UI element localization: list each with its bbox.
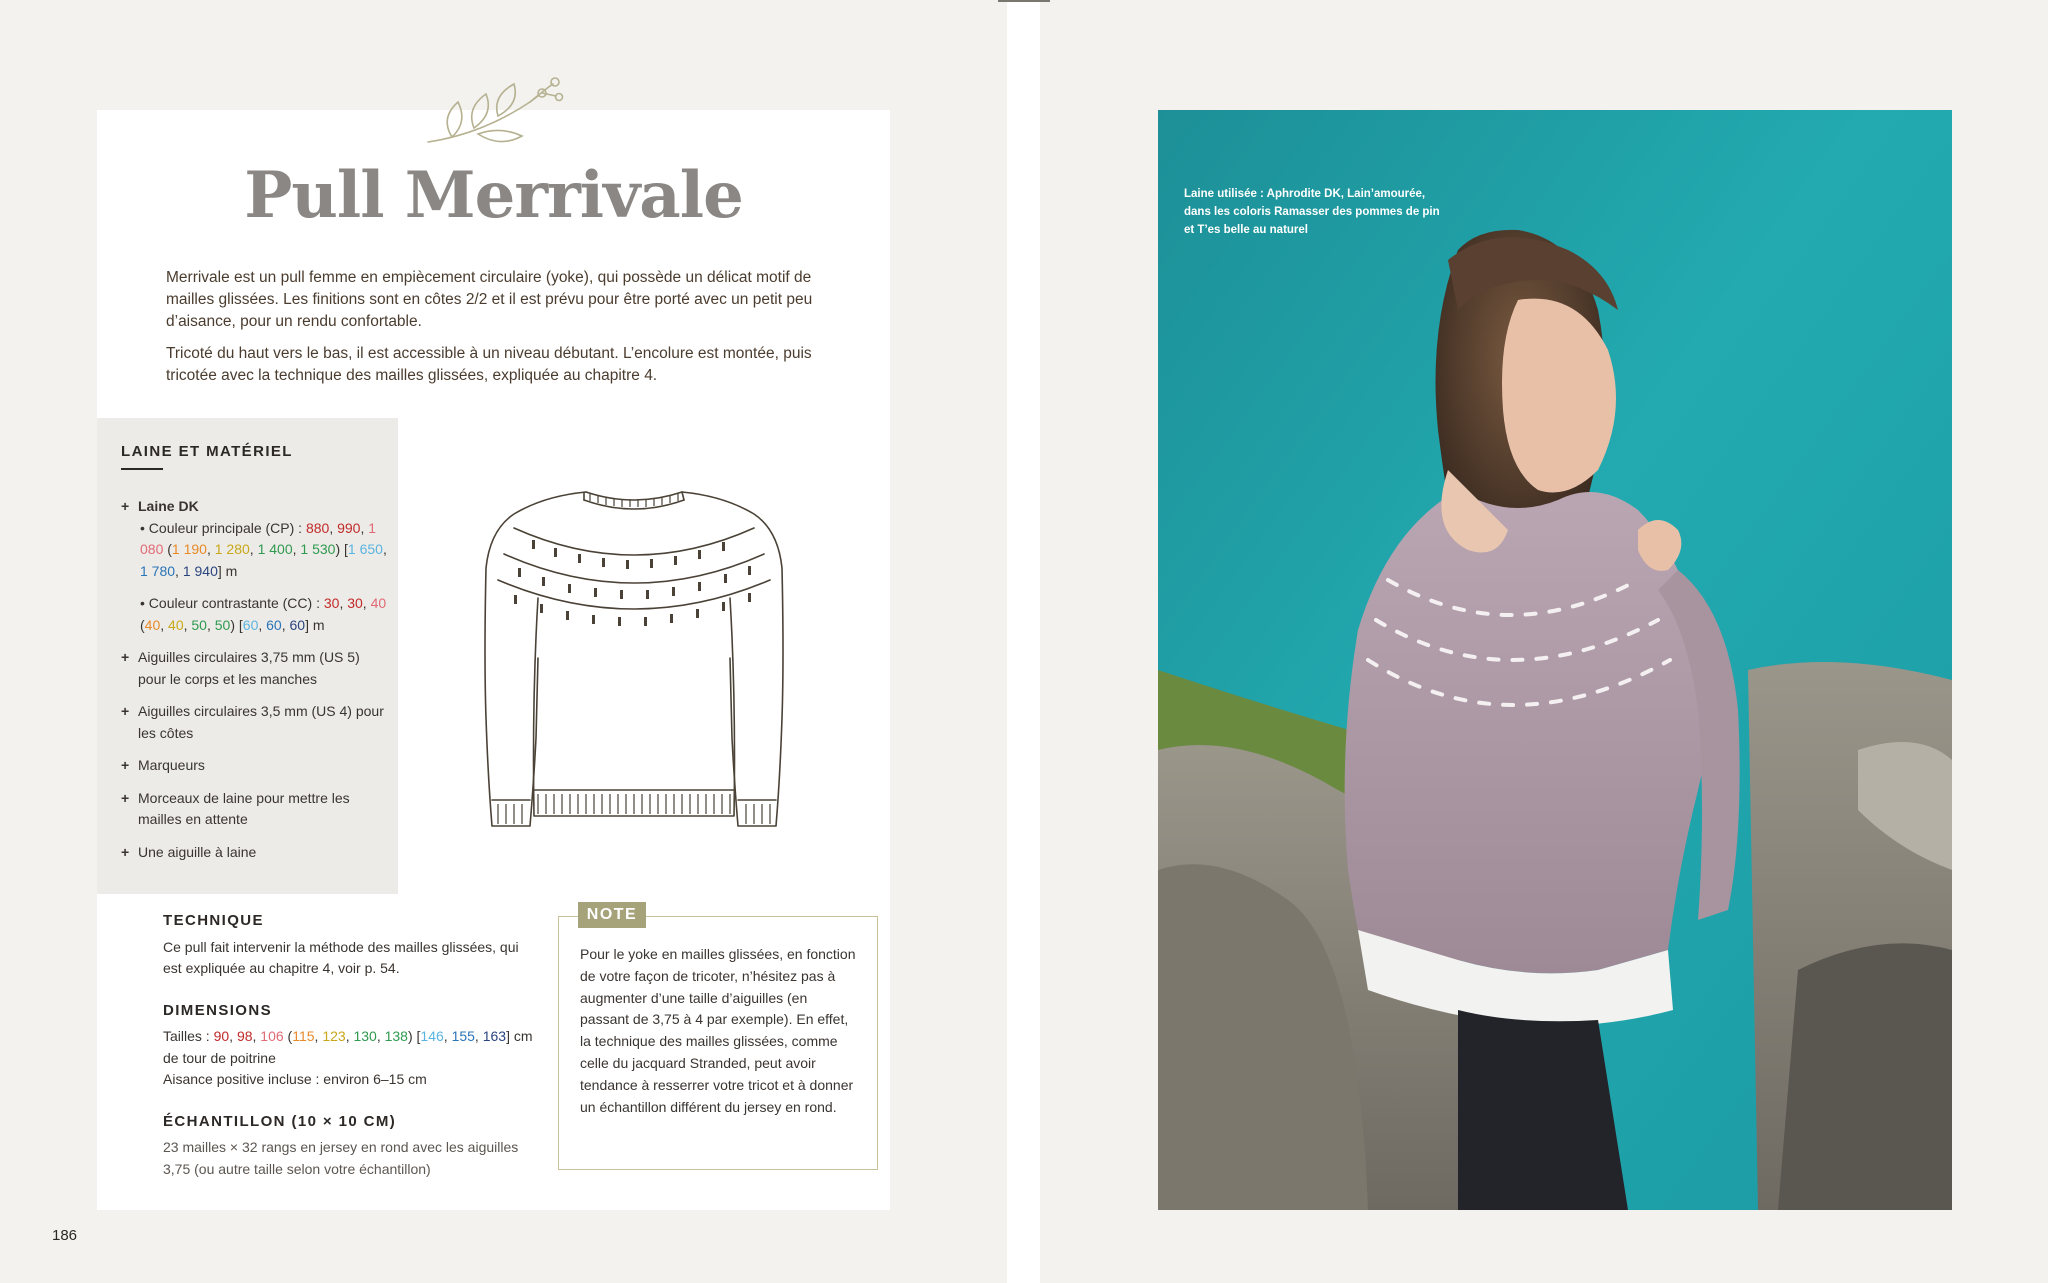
page-tab-mark: [998, 0, 1050, 2]
cp-size-5: 1 280: [214, 541, 250, 557]
cc-size-8: 60: [242, 616, 259, 633]
sizes-unit: cm: [513, 1028, 533, 1044]
cp-size-1: 880: [305, 519, 330, 536]
cp-unit: m: [225, 562, 238, 579]
cp-size-7: 1 530: [300, 541, 336, 557]
cc-unit: m: [312, 616, 325, 633]
cp-size-9: 1 780: [140, 562, 176, 579]
note-text: Pour le yoke en mailles glissées, en fonction de votre façon de tricoter, n’hésitez pas à augmenter d’une taille d’aiguilles (en passant de 3,75 à 4 par exemple). En effet, la technique des mailles glissées, comme celle du jacquard Stranded, peut avoir tendance à resserrer votre tricot et à donner un échantillon différent du jersey en rond.: [580, 946, 856, 1115]
page-title: Pull Merrivale: [244, 158, 743, 233]
book-gutter: [1007, 0, 1040, 1283]
materials-title-underline: [121, 468, 163, 470]
size-9: 155: [451, 1028, 475, 1044]
main-color-label: • Couleur principale (CP) :: [140, 519, 306, 536]
sweater-line-drawing-icon: [474, 478, 794, 838]
photo-caption: Laine utilisée : Aphrodite DK, Lain’amourée, dans les coloris Ramasser des pommes de pin et T’es belle au naturel: [1184, 188, 1440, 236]
cp-size-8: 1 650: [347, 541, 383, 557]
contrast-color-quantities: • Couleur contrastante (CC) : 30, 30, 40 (40, 40, 50, 50) [60, 60, 60] m: [140, 595, 387, 633]
cc-size-5: 40: [168, 616, 184, 633]
materials-item-needles-35: + Aiguilles circulaires 3,5 mm (US 4) pour les côtes: [121, 701, 391, 744]
ease-text: Aisance positive incluse : environ 6–15 cm: [163, 1071, 427, 1087]
technique-dimensions-gauge: [163, 910, 533, 1180]
size-8: 146: [420, 1028, 444, 1044]
dimensions-title: DIMENSIONS: [163, 1001, 273, 1019]
cc-size-6: 50: [191, 616, 207, 633]
contrast-color-label: • Couleur contrastante (CC) :: [140, 595, 324, 611]
cc-size-1: 30: [323, 595, 340, 611]
size-4: 115: [292, 1028, 315, 1044]
sizes-line: Tailles : 90, 98, 106 (115, 123, 130, 138) [146, 155, 163] cm: [163, 1028, 533, 1044]
sizes-label: Tailles :: [163, 1028, 214, 1044]
size-6: 130: [353, 1028, 377, 1044]
intro-paragraph-2: Tricoté du haut vers le bas, il est accessible à un niveau débutant. L’encolure est montée, puis tricotée avec la technique des mailles glissées, expliquée au chapitre 4.: [166, 345, 812, 384]
main-color-quantities: • Couleur principale (CP) : 880, 990, 1 080 (1 190, 1 280, 1 400, 1 530) [1 650, 1 780, 1 940] m: [140, 519, 387, 579]
cc-size-2: 30: [347, 595, 363, 611]
materials-item-markers: + Marqueurs: [121, 755, 391, 777]
cp-size-6: 1 400: [257, 541, 293, 557]
materials-list: [121, 496, 391, 874]
page-number: 186: [52, 1227, 78, 1244]
intro-text: [166, 267, 850, 387]
size-5: 123: [322, 1028, 346, 1044]
cp-size-4: 1 190: [171, 541, 207, 557]
materials-title: LAINE ET MATÉRIEL: [121, 443, 293, 460]
cc-size-7: 50: [214, 616, 231, 633]
cc-size-3: 40: [370, 595, 387, 611]
note-label: NOTE: [578, 902, 646, 928]
gauge-text: 23 mailles × 32 rangs en jersey en rond avec les aiguilles 3,75 (ou autre taille selon votre échantillon): [163, 1139, 519, 1177]
dimensions-text: [163, 1026, 533, 1091]
sprig-ornament-icon: [422, 72, 572, 152]
size-3: 106: [260, 1028, 284, 1044]
cp-size-10: 1 940: [182, 562, 218, 579]
technique-text: Ce pull fait intervenir la méthode des mailles glissées, qui est expliquée au chapitre 4, voir p. 54.: [163, 938, 519, 976]
size-1: 90: [213, 1028, 230, 1044]
model-photo: [1158, 110, 1952, 1210]
cc-size-10: 60: [289, 616, 306, 633]
cp-size-2: 990: [337, 519, 361, 536]
size-7: 138: [384, 1028, 408, 1044]
materials-item-yarn: [121, 496, 391, 636]
materials-item-scrap-yarn: + Morceaux de laine pour mettre les mailles en attente: [121, 788, 391, 831]
cc-size-9: 60: [266, 616, 282, 633]
cp-size-3: 1 080: [140, 519, 377, 557]
size-10: 163: [482, 1028, 507, 1044]
cc-size-4: 40: [144, 616, 161, 633]
size-2: 98: [236, 1028, 253, 1044]
gauge-title: ÉCHANTILLON (10 × 10 CM): [163, 1112, 397, 1130]
chest-text: de tour de poitrine: [163, 1049, 276, 1066]
yarn-label: Laine DK: [138, 498, 199, 514]
materials-box: [97, 418, 398, 894]
intro-paragraph-1: Merrivale est un pull femme en empiècement circulaire (yoke), qui possède un délicat motif de mailles glissées. Les finitions sont en côtes 2/2 et il est prévu pour être porté avec un petit peu d’aisance, pour un rendu confortable.: [166, 269, 813, 330]
materials-item-tapestry-needle: + Une aiguille à laine: [121, 842, 391, 864]
technique-title: TECHNIQUE: [163, 912, 264, 929]
materials-item-needles-375: + Aiguilles circulaires 3,75 mm (US 5) pour le corps et les manches: [121, 647, 391, 690]
